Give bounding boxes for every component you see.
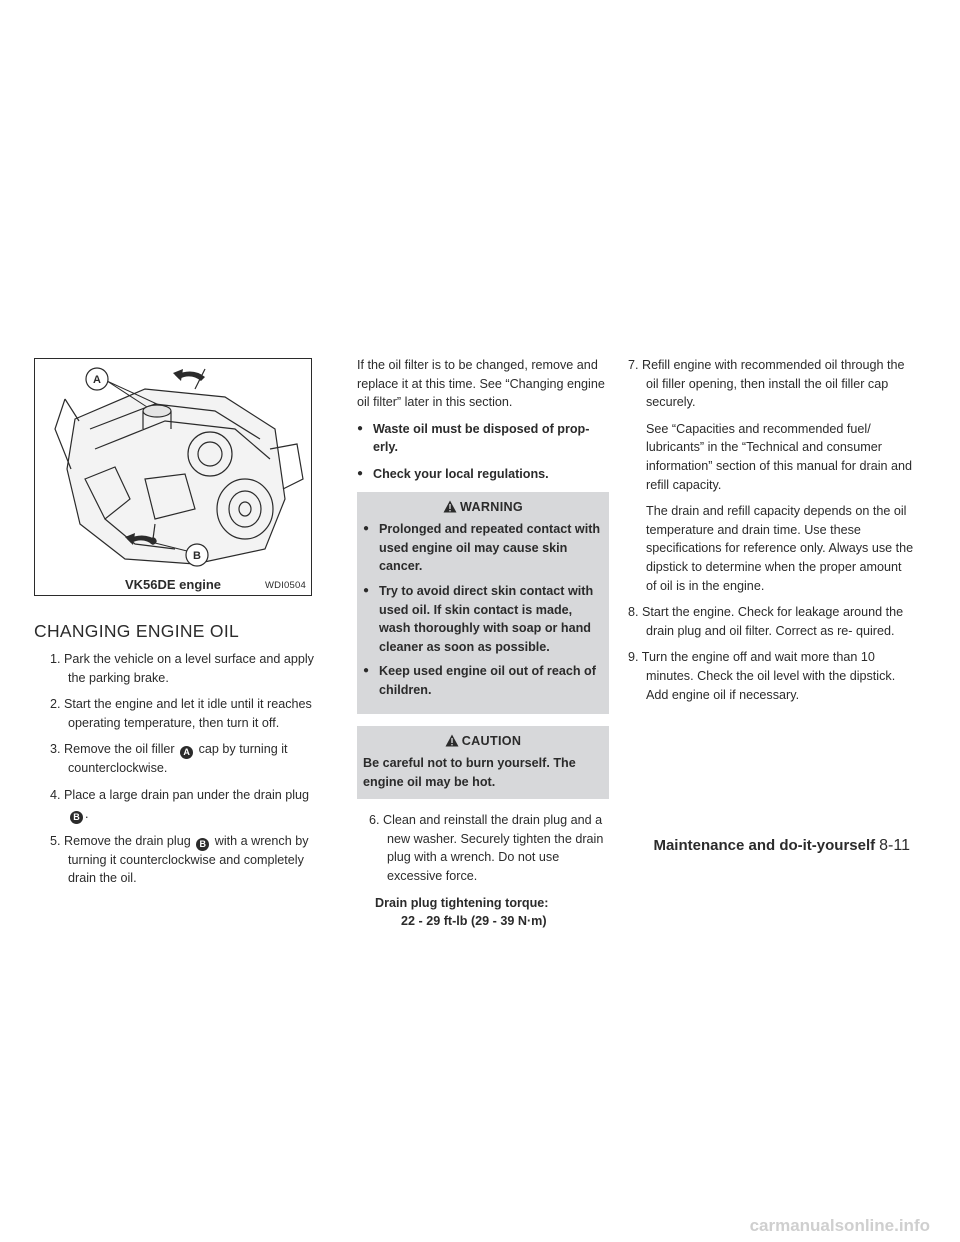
rotation-arrow-icon bbox=[173, 369, 205, 381]
column-3 bbox=[628, 356, 914, 712]
caution-triangle-icon bbox=[445, 734, 459, 747]
step-8: 8. Start the engine. Check for leakage around the drain plug and oil filter. Correct as re- quired. bbox=[628, 605, 904, 638]
caution-header bbox=[363, 730, 603, 751]
warning-box bbox=[357, 492, 609, 714]
figure-caption: VK56DE engine bbox=[124, 577, 222, 592]
warning-title: WARNING bbox=[460, 499, 523, 514]
step-7: 7. Refill engine with recommended oil through the oil filler opening, then install the oil filler cap securely. bbox=[628, 358, 905, 410]
callout-a-label: A bbox=[93, 374, 101, 386]
step-5: 5. Remove the drain plug B with a wrench by turning it counterclockwise and completely drain the oil. bbox=[50, 833, 309, 886]
torque-title: Drain plug tightening torque: bbox=[375, 895, 549, 910]
footer-section-title: Maintenance and do-it-yourself bbox=[653, 837, 876, 854]
engine-figure bbox=[34, 358, 312, 596]
step-3: 3. Remove the oil filler A cap by turning it counterclockwise. bbox=[50, 742, 288, 776]
page-number: 8-11 bbox=[879, 837, 910, 854]
torque-value: 22 - 29 ft-lb (29 - 39 N·m) bbox=[401, 914, 547, 929]
step-7-capacities-note: See “Capacities and recommended fuel/ lubricants” in the “Technical and consumer information” section of this manual for drain and refill capacity. bbox=[646, 421, 913, 492]
callout-b-label: B bbox=[193, 550, 201, 562]
caution-text: Be careful not to burn yourself. The engine oil may be hot. bbox=[363, 756, 576, 789]
oil-filter-note: If the oil filter is to be changed, remove and replace it at this time. See “Changing engine oil filter” later in this section. bbox=[357, 358, 605, 410]
step-2: 2. Start the engine and let it idle until it reaches operating temperature, then turn it off. bbox=[50, 697, 312, 730]
steps-list-col1 bbox=[50, 650, 328, 896]
bullet-local-regulations: ● Check your local regulations. bbox=[357, 465, 609, 484]
step-4: 4. Place a large drain pan under the drain plug B . bbox=[50, 787, 310, 822]
warning-header bbox=[363, 496, 603, 517]
callout-b-badge: B bbox=[70, 811, 83, 824]
section-title: CHANGING ENGINE OIL bbox=[34, 621, 240, 641]
step-7-capacity-note: The drain and refill capacity depends on the oil temperature and drain time. Use these specifications for reference only. Always use the dipstick to determine when the proper amount of oil is in the engine. bbox=[646, 504, 914, 593]
column-2 bbox=[357, 356, 609, 931]
step-6: 6. Clean and reinstall the drain plug and a new washer. Securely tighten the drain plug with a wrench. Do not use excessive force. bbox=[369, 813, 604, 884]
engine-illustration bbox=[35, 359, 311, 595]
watermark: carmanualsonline.info bbox=[749, 1216, 930, 1235]
callout-a-badge: A bbox=[180, 746, 193, 759]
bullet-waste-oil: ● Waste oil must be disposed of prop- erly. bbox=[357, 420, 609, 457]
warning-bullet: ● Prolonged and repeated contact with used engine oil may cause skin cancer. bbox=[363, 520, 603, 576]
page-footer bbox=[653, 837, 910, 855]
figure-code: WDI0504 bbox=[264, 580, 306, 591]
warning-triangle-icon bbox=[443, 500, 457, 513]
step-9: 9. Turn the engine off and wait more than 10 minutes. Check the oil level with the dipstick. Add engine oil if necessary. bbox=[628, 650, 896, 702]
caution-box bbox=[357, 726, 609, 800]
warning-bullet: ● Try to avoid direct skin contact with used oil. If skin contact is made, wash thoroughly with soap or hand cleaner as soon as possible. bbox=[363, 582, 603, 656]
callout-b-badge: B bbox=[196, 838, 209, 851]
step-1: 1. Park the vehicle on a level surface and apply the parking brake. bbox=[50, 652, 314, 685]
warning-bullet: ● Keep used engine oil out of reach of children. bbox=[363, 662, 603, 699]
caution-title: CAUTION bbox=[461, 733, 522, 748]
